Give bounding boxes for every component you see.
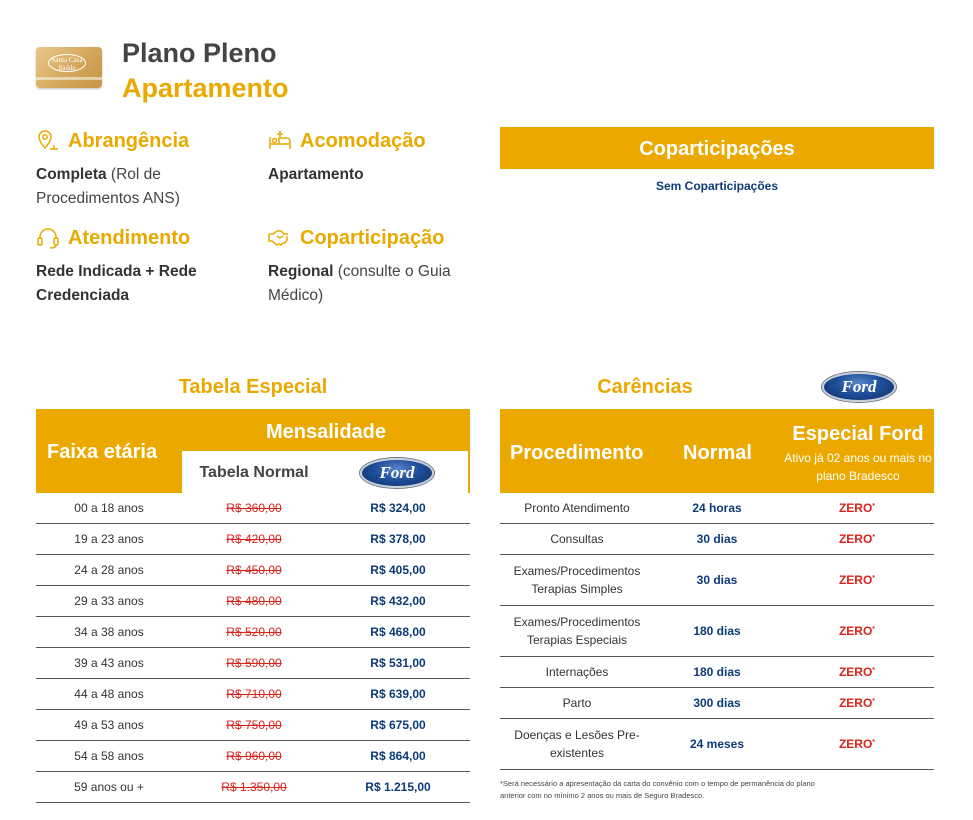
ford-carencia-cell: [780, 719, 934, 769]
ford-carencia-cell: [780, 555, 934, 605]
faixa-cell: 34 a 38 anos: [74, 625, 144, 639]
faixa-cell: 49 a 53 anos: [74, 718, 144, 732]
footnote-marker: *: [872, 503, 876, 510]
feature-coparticipacao: [268, 224, 468, 308]
coparticipacoes-note: Sem Coparticipações: [655, 179, 779, 193]
faixa-cell: 29 a 33 anos: [74, 594, 144, 608]
normal-price-cell: R$ 710,00: [226, 687, 282, 701]
feature-title: Abrangência: [68, 129, 190, 152]
map-pin-icon: [36, 129, 60, 153]
ford-logo: Ford: [822, 372, 896, 402]
faixa-cell: 24 a 28 anos: [74, 563, 144, 577]
footnote-marker: *: [872, 739, 876, 746]
feature-title: Acomodação: [300, 129, 426, 152]
ford-logo-carencias: [822, 372, 896, 402]
normal-carencia-cell: 180 dias: [693, 665, 741, 679]
feature-value: Regional: [268, 263, 334, 280]
footnote-marker: *: [872, 626, 876, 633]
ford-price-cell: R$ 378,00: [370, 532, 426, 546]
zero-value: ZERO: [838, 532, 873, 546]
ford-price-cell: R$ 324,00: [370, 501, 426, 515]
headset-icon: [36, 226, 60, 250]
normal-price-cell: R$ 360,00: [226, 501, 282, 515]
ford-price-cell: R$ 432,00: [370, 594, 426, 608]
feature-value: Apartamento: [268, 166, 364, 183]
normal-price-cell: R$ 750,00: [226, 718, 282, 732]
procedimento-cell: Exames/Procedimentos Terapias Especiais: [513, 615, 641, 647]
zero-value: ZERO: [838, 624, 873, 638]
carencias-table-header: [500, 409, 934, 493]
ford-price-cell: R$ 639,00: [370, 687, 426, 701]
faixa-cell: 39 a 43 anos: [74, 656, 144, 670]
table-row: [500, 719, 934, 770]
coparticipacoes-header: Coparticipações: [500, 127, 934, 169]
ford-price-cell: R$ 405,00: [370, 563, 426, 577]
footnote-marker: *: [872, 667, 876, 674]
footnote-marker: *: [872, 575, 876, 582]
normal-price-cell: R$ 960,00: [226, 749, 282, 763]
especial-ford-header: [783, 423, 933, 485]
table-row: [36, 617, 470, 648]
normal-price-cell: R$ 420,00: [226, 532, 282, 546]
feature-value: Completa: [36, 166, 107, 183]
footnote: *Será necessário a apresentação da carta do convênio com o tempo de permanência do plano anterior com no mínimo 2 anos ou mais de Seguro Bradesco.: [500, 779, 815, 800]
normal-price-cell: R$ 1.350,00: [221, 780, 287, 794]
procedimento-cell: Pronto Atendimento: [524, 501, 630, 515]
table-row: [36, 555, 470, 586]
tabela-especial-title: Tabela Especial: [178, 376, 328, 398]
faixa-cell: 44 a 48 anos: [74, 687, 144, 701]
feature-title: Coparticipação: [300, 226, 445, 249]
normal-price-cell: R$ 480,00: [226, 594, 282, 608]
footnote-marker: *: [872, 534, 876, 541]
table-row: [500, 555, 934, 606]
ford-price-cell: R$ 1.215,00: [365, 780, 431, 794]
faixa-etaria-header: Faixa etária: [36, 409, 182, 493]
zero-value: ZERO: [838, 665, 873, 679]
ford-price-cell: R$ 675,00: [370, 718, 426, 732]
table-row: [500, 688, 934, 719]
faixa-cell: 59 anos ou +: [74, 780, 144, 794]
faixa-cell: 19 a 23 anos: [74, 532, 144, 546]
ford-price-cell: R$ 468,00: [370, 625, 426, 639]
ford-carencia-cell: [780, 657, 934, 687]
table-row: [36, 586, 470, 617]
bed-icon: [268, 129, 292, 153]
ford-logo: Ford: [360, 458, 434, 488]
normal-price-cell: R$ 520,00: [226, 625, 282, 639]
zero-value: ZERO: [838, 737, 873, 751]
procedimento-cell: Doenças e Lesões Pre-existentes: [514, 728, 640, 760]
especial-ford-subtitle: Ativo já 02 anos ou mais no plano Bradesco: [784, 451, 932, 483]
normal-carencia-cell: 300 dias: [693, 696, 741, 710]
feature-detail: (Rol de Procedimentos ANS): [36, 166, 180, 207]
normal-carencia-cell: 24 horas: [692, 501, 742, 515]
normal-price-cell: R$ 590,00: [226, 656, 282, 670]
normal-carencia-cell: 30 dias: [696, 573, 738, 587]
normal-carencia-cell: 24 meses: [689, 737, 745, 751]
feature-title: Atendimento: [68, 226, 191, 249]
feature-acomodacao: [268, 127, 478, 187]
feature-value: Rede Indicada + Rede Credenciada: [36, 263, 197, 304]
table-row: [500, 524, 934, 555]
faixa-cell: 54 a 58 anos: [74, 749, 144, 763]
table-row: [36, 524, 470, 555]
procedimento-cell: Exames/Procedimentos Terapias Simples: [513, 564, 641, 596]
table-row: [500, 493, 934, 524]
procedimento-cell: Consultas: [550, 532, 604, 546]
card-stripe: [36, 77, 102, 80]
zero-value: ZERO: [838, 573, 873, 587]
zero-value: ZERO: [838, 696, 873, 710]
table-row: [36, 648, 470, 679]
table-row: [36, 493, 470, 524]
faixa-cell: 00 a 18 anos: [74, 501, 144, 515]
plan-title: Plano Pleno: [122, 38, 277, 68]
ford-carencia-cell: [780, 493, 934, 523]
table-row: [36, 772, 470, 803]
ford-price-cell: R$ 531,00: [370, 656, 426, 670]
especial-ford-title: Especial Ford: [792, 423, 924, 445]
ford-logo-table-header: [360, 458, 434, 488]
normal-carencia-cell: 30 dias: [696, 532, 738, 546]
feature-atendimento: [36, 224, 251, 308]
table-row: [36, 741, 470, 772]
mensalidade-header: Mensalidade: [182, 409, 470, 451]
plan-subtitle: Apartamento: [122, 73, 289, 103]
handshake-icon: [268, 226, 292, 250]
table-row: [500, 606, 934, 657]
zero-value: ZERO: [838, 501, 873, 515]
procedimento-cell: Parto: [562, 696, 592, 710]
carencias-title: Carências: [597, 376, 693, 398]
normal-header: Normal: [683, 442, 752, 464]
ford-carencia-cell: [780, 606, 934, 656]
header-edge: [468, 451, 470, 493]
footnote-marker: *: [872, 698, 876, 705]
procedimento-cell: Internações: [545, 665, 609, 679]
ford-price-cell: R$ 864,00: [370, 749, 426, 763]
santa-casa-card-logo: [36, 47, 102, 88]
table-row: [500, 657, 934, 688]
procedimento-header: Procedimento: [510, 442, 644, 464]
normal-carencia-cell: 180 dias: [693, 624, 741, 638]
ford-carencia-cell: [780, 524, 934, 554]
ford-carencia-cell: [780, 688, 934, 718]
tabela-normal-header: Tabela Normal: [199, 464, 309, 481]
table-row: [36, 710, 470, 741]
feature-abrangencia: [36, 127, 251, 211]
logo-text: Santa Casa Saúde: [48, 54, 86, 72]
normal-price-cell: R$ 450,00: [226, 563, 282, 577]
table-row: [36, 679, 470, 710]
feature-detail: (consulte o Guia Médico): [268, 263, 451, 304]
